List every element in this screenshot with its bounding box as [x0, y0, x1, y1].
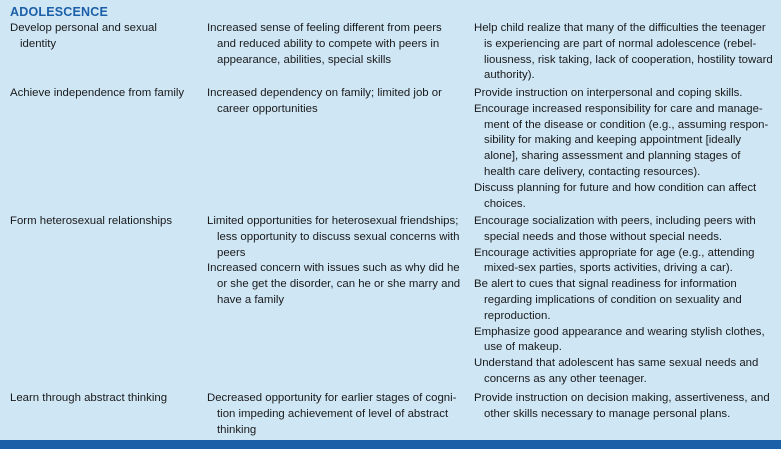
task-text: Learn through abstract thinking: [10, 392, 168, 404]
concern-text: Increased concern with issues such as why did he or she get the disorder, can he or she marry and have a family: [207, 262, 461, 306]
interventions-cell: [474, 21, 774, 84]
task-text: Develop personal and sexual identity: [10, 22, 157, 50]
concern-text: Decreased opportunity for earlier stages of cogni-tion impeding achievement of level of abstract thinking: [207, 392, 457, 436]
intervention-text: Understand that adolescent has same sexual needs and concerns as any other teenager.: [474, 357, 759, 385]
task-text: Achieve independence from family: [10, 87, 185, 99]
intervention-text: Encourage increased responsibility for care and manage-ment of the disease or condition (e.g., assuming respon-sibility for making and keeping appointment [ideally alone], sharing assessment and planning stages of health care delivery, contacting resources).: [474, 102, 769, 178]
task-cell: [10, 214, 190, 230]
intervention-text: Provide instruction on interpersonal and coping skills.: [474, 87, 743, 99]
intervention-text: Help child realize that many of the difficulties the teenager is experiencing are part of normal adolescence (rebel-liousness, risk taking, lack of cooperation, hostility toward authority).: [474, 22, 773, 82]
interventions-cell: [474, 214, 774, 388]
concerns-cell: [207, 391, 462, 438]
concern-text: Increased sense of feeling different from peers and reduced ability to compete with peers in appearance, abilities, special skills: [207, 22, 442, 66]
intervention-text: Discuss planning for future and how condition can affect choices.: [474, 181, 757, 210]
intervention-text: Be alert to cues that signal readiness for information regarding implications of condition on sexuality and reproduction.: [474, 278, 742, 322]
intervention-text: Encourage socialization with peers, including peers with special needs and those without special needs.: [474, 215, 756, 243]
concerns-cell: [207, 214, 462, 309]
concerns-cell: [207, 86, 462, 118]
task-cell: [10, 391, 190, 407]
intervention-text: Encourage activities appropriate for age (e.g., attending mixed-sex parties, sports activities, driving a car).: [474, 246, 755, 275]
task-cell: [10, 86, 190, 102]
interventions-cell: [474, 391, 774, 423]
section-title: ADOLESCENCE: [10, 5, 109, 19]
concern-text: Limited opportunities for heterosexual friendships; less opportunity to discuss sexual concerns with peers: [207, 215, 460, 259]
intervention-text: Provide instruction on decision making, assertiveness, and other skills necessary to manage personal plans.: [474, 392, 770, 420]
intervention-text: Emphasize good appearance and wearing stylish clothes, use of makeup.: [474, 325, 765, 354]
task-cell: [10, 21, 190, 53]
concerns-cell: [207, 21, 462, 68]
bottom-rule: [0, 440, 781, 449]
concern-text: Increased dependency on family; limited job or career opportunities: [207, 87, 442, 115]
task-text: Form heterosexual relationships: [10, 215, 173, 227]
interventions-cell: [474, 86, 774, 212]
